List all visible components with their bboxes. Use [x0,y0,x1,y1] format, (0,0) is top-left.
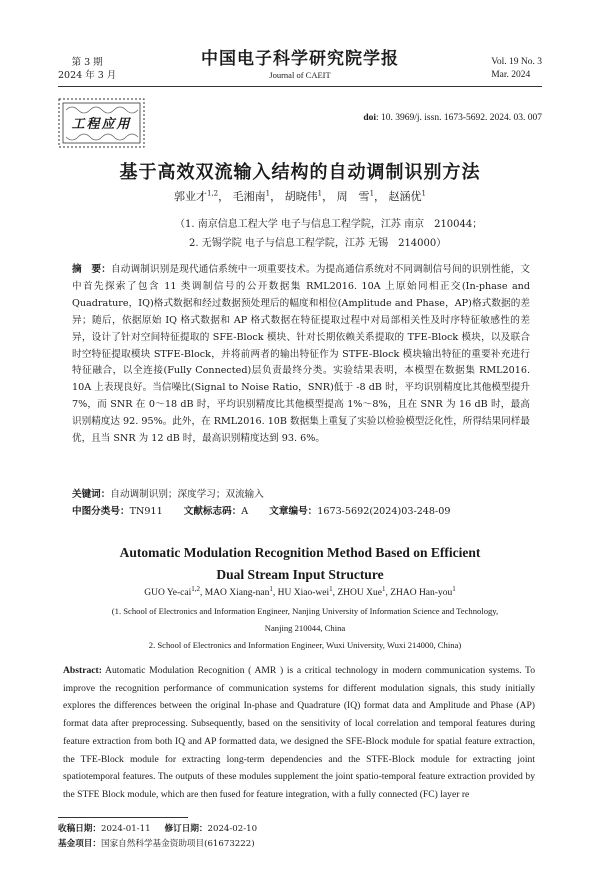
abstract-cn-text: 自动调制识别是现代通信系统中一项重要技术。为提高通信系统对不同调制信号间的识别性能，文中首先探索了包含 11 类调制信号的公开数据集 RML2016. 10A 上原始同相正交(In-phase and Quadrature，IQ)格式数据和经过数据预处理后的幅度和相位(Amplitude and Phase，AP)格式数据的差异；随后，依据原始 IQ 格式数据和 AP 格式数据在特征提取过程中对局部相关性及时序特征敏感性的差异，设计了针对空间特征提取的 SFE-Block 模块、针对长期依赖关系提取的 TFE-Block 模块，以及联合时空特征提取模块 STFE-Block，并将前两者的输出特征作为 STFE-Block 模块输出特征的重要补充进行特征融合，以全连接(Fully Connected)层负责最终分类。实验结果表明，本模型在数据集 RML2016. 10A 上表现良好。当信噪比(Signal to Noise Ratio，SNR)低于 -8 dB 时，平均识别精度比其他模型提升 7%，而 SNR 在 0～18 dB 时，平均识别精度比其他模型提高 1%～8%，且在 SNR 为 16 dB 时，最高识别精度达 92. 95%。此外，在 RML2016. 10B 数据集上重复了实验以检验模型泛化性，所得结果同样最优，且当 SNR 为 12 dB 时，最高识别精度达到 93. 6%。 [72,264,531,445]
document-code [184,506,249,517]
clc-code [72,506,163,517]
fund-text: 国家自然科学基金资助项目(61673222) [100,839,255,849]
issue-date-en: Mar. 2024 [491,70,531,80]
author-name-en: ZHAO Han-you [390,588,453,599]
doi-line [363,113,542,123]
author-name-en: MAO Xiang-nan [204,588,270,599]
author-name-cn: 赵涵优 [388,190,422,203]
affiliations-cn [175,215,482,253]
affiliation-cn-line: （1. 南京信息工程大学 电子与信息工程学院，江苏 南京 210044； [175,219,483,230]
author-affil-mark: 1,2 [191,585,200,593]
author-affil-mark: 1 [265,189,271,198]
issue-date-cn: 2024 年 3 月 [58,70,117,81]
author-affil-mark: 1 [421,189,426,198]
footnote-rule [58,817,188,818]
author-affil-mark: 1 [317,189,323,198]
fund-line [58,837,257,852]
doi-label: doi [363,113,376,123]
revised-date: 2024-02-10 [207,824,258,834]
footnote [58,822,257,852]
received-label: 收稿日期： [58,824,101,834]
author-name-en: HU Xiao-wei [277,588,330,599]
author-affil-mark: 1 [381,585,386,593]
affiliations-en [80,603,530,654]
affiliation-en-line: Nanjing 210044, China [264,623,346,633]
journal-title-cn: 中国电子科学研究院学报 [201,49,399,69]
author-affil-mark: 1 [369,189,375,198]
clc-value: TN911 [129,506,163,517]
revised-label: 修订日期： [164,824,208,834]
journal-title-en: Journal of CAEIT [269,70,331,80]
doc-code-label: 文献标志码： [183,506,242,517]
dates-line [58,822,257,837]
author-affil-mark: 1 [329,585,333,593]
article-title-en [0,542,600,586]
affiliation-cn-line: 2. 无锡学院 电子与信息工程学院，江苏 无锡 214000） [189,238,447,249]
doi-value: : 10. 3969/j. issn. 1673-5692. 2024. 03. 007 [376,113,542,123]
author-name-cn: 胡晓伟 [284,190,318,203]
issue-info-en [491,56,542,82]
abstract-en-label: Abstract: [63,665,102,676]
article-title-cn: 基于高效双流输入结构的自动调制识别方法 [119,162,481,183]
title-en-line: Dual Stream Input Structure [216,567,384,582]
author-affil-mark: 1 [452,585,456,593]
author-affil-mark: 1,2 [206,189,219,198]
affiliation-en-line: 2. School of Electronics and Information Engineer, Wuxi University, Wuxi 214000, China) [148,640,462,650]
article-number-label: 文章编号： [269,506,318,517]
volume-number: Vol. 19 No. 3 [491,57,542,67]
author-affil-mark: 1 [269,585,273,593]
author-name-cn: 郭业才 [173,190,207,203]
abstract-en-text: Automatic Modulation Recognition ( AMR ) is a critical technology in modern communication systems. To improve the recognition performance of communication systems for different modulation signals, this study initially explores the differences between the original In-phase and Quadrature (IQ) format data and Amplitude and Phase (AP) format data after preprocessing. Subsequently, based on the sensitivity of local correlation and temporal features during feature extraction from both IQ and AP formatted data, we designed the SFE-Block module for spatial feature extraction, the TFE-Block module for extracting long-term dependencies and the STFE-Block module for extracting joint spatiotemporal features. The outputs of these modules supplement the joint spatio-temporal feature extraction provided by the STFE Block module, which are then fused for feature integration, with a fully connected (FC) layer re [63,665,535,800]
article-number-value: 1673-5692(2024)03-248-09 [317,506,451,517]
abstract-cn-label: 摘 要： [72,264,111,275]
author-name-en: ZHOU Xue [337,588,382,599]
header-rule [58,86,542,87]
author-list-en: GUO Ye-cai$^{1,2}$, MAO Xiang-nan$^1$, HU Xiao-wei$^1$, ZHOU Xue$^1$, ZHAO Han-you$^1$ [144,585,456,599]
column-label: 工程应用 [71,117,132,132]
author-list-cn: 郭业才$^{1,2}$， 毛湘南$^1$， 胡晓伟$^1$， 周 雪$^1$， 赵涵优$^1$ [173,189,426,203]
received-date: 2024-01-11 [100,824,151,834]
issue-number-cn: 第 3 期 [71,57,103,68]
keywords-cn [72,486,264,500]
author-name-cn: 毛湘南 [232,190,266,203]
clc-label: 中图分类号： [72,506,130,517]
fund-label: 基金项目： [58,839,101,849]
title-en-line: Automatic Modulation Recognition Method Based on Efficient [119,545,481,560]
doc-code-value: A [241,506,249,517]
author-name-cn: 周 雪 [336,190,370,203]
keywords-label: 关键词： [72,489,111,500]
classification-line [72,503,468,517]
keywords-text: 自动调制识别；深度学习；双流输入 [110,489,264,500]
abstract-en [63,662,535,804]
abstract-cn [72,262,530,448]
affiliation-en-line: (1. School of Electronics and Information Engineer, Nanjing University of Information Science and Technology, [111,606,499,616]
author-name-en: GUO Ye-cai [144,588,192,599]
column-badge [58,98,145,148]
article-number [269,506,450,517]
